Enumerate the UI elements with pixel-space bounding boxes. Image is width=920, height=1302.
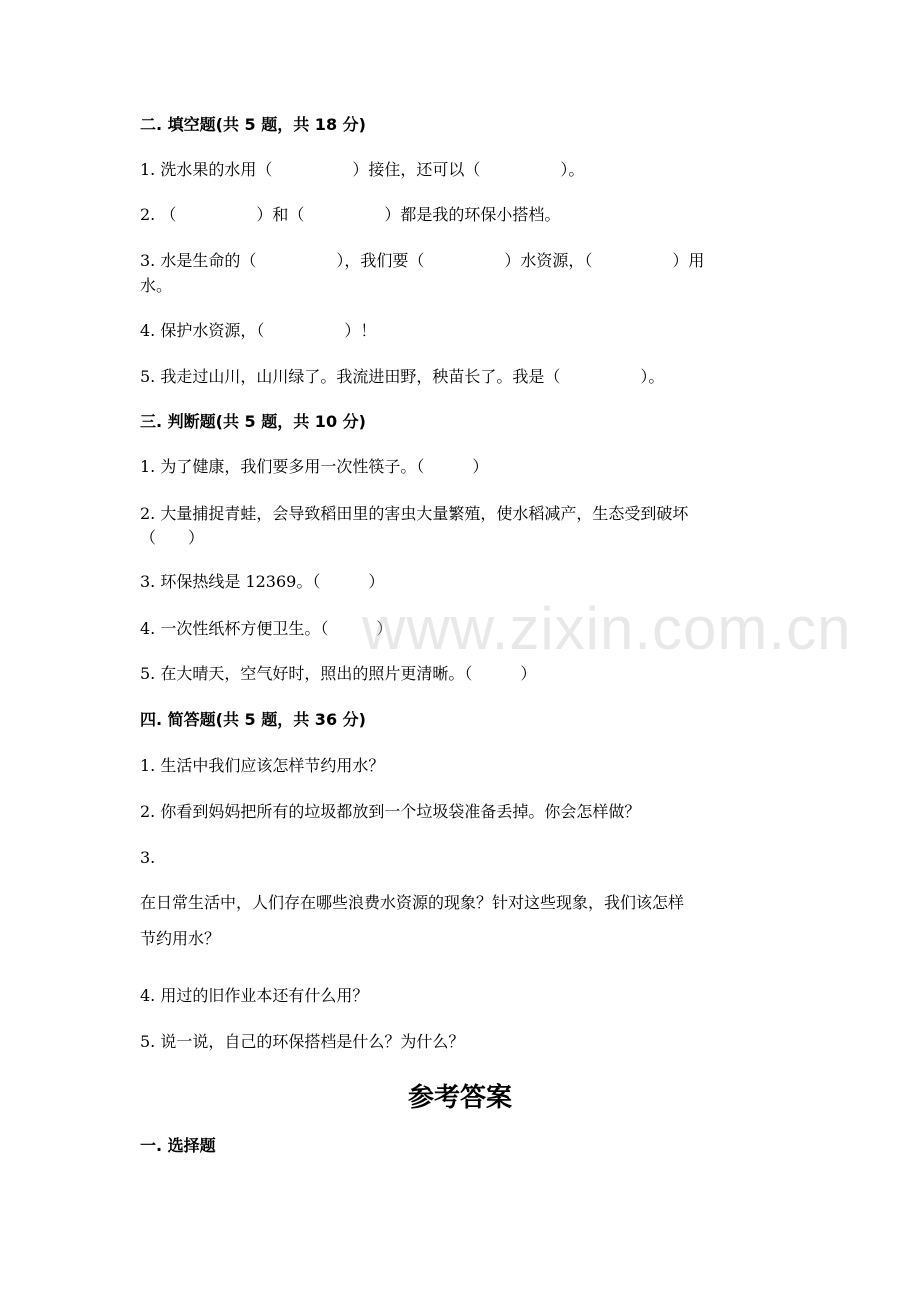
- true-false-question-3: 3. 环保热线是 12369。（ ）: [140, 572, 385, 591]
- short-answer-question-3-line-2: 节约用水？: [140, 929, 221, 948]
- true-false-question-1: 1. 为了健康，我们要多用一次性筷子。（ ）: [140, 457, 489, 476]
- section-fill-blank-title: 二. 填空题(共 5 题，共 18 分): [140, 115, 366, 134]
- fill-blank-question-4: 4. 保护水资源，（ ）！: [140, 321, 377, 340]
- fill-blank-question-5: 5. 我走过山川，山川绿了。我流进田野，秧苗长了。我是（ ）。: [140, 367, 665, 386]
- short-answer-question-2: 2. 你看到妈妈把所有的垃圾都放到一个垃圾袋准备丢掉。你会怎样做？: [140, 802, 641, 821]
- section-true-false-title: 三. 判断题(共 5 题，共 10 分): [140, 412, 366, 431]
- answer-key-title: 参考答案: [407, 1083, 512, 1113]
- short-answer-question-3-line-1: 在日常生活中，人们存在哪些浪费水资源的现象？针对这些现象，我们该怎样: [140, 893, 685, 912]
- short-answer-question-4: 4. 用过的旧作业本还有什么用？: [140, 986, 369, 1005]
- fill-blank-question-3-line-2: 水。: [140, 276, 173, 295]
- true-false-question-2-line-2: （ ）: [140, 528, 205, 547]
- true-false-question-4: 4. 一次性纸杯方便卫生。（ ）: [140, 619, 393, 638]
- fill-blank-question-3-line-1: 3. 水是生命的（ ），我们要（ ）水资源，（ ）用: [140, 251, 705, 270]
- answer-key-first-section: 一. 选择题: [140, 1136, 216, 1155]
- fill-blank-question-2: 2. （ ）和（ ）都是我的环保小搭档。: [140, 205, 561, 224]
- fill-blank-question-1: 1. 洗水果的水用（ ）接住，还可以（ ）。: [140, 160, 585, 179]
- short-answer-question-1: 1. 生活中我们应该怎样节约用水？: [140, 756, 385, 775]
- short-answer-question-5: 5. 说一说，自己的环保搭档是什么？为什么？: [140, 1032, 465, 1051]
- short-answer-question-3-number: 3.: [140, 848, 156, 867]
- true-false-question-2-line-1: 2. 大量捕捉青蛙，会导致稻田里的害虫大量繁殖，使水稻减产，生态受到破坏: [140, 504, 689, 523]
- watermark: www.zixin.com.cn: [362, 595, 852, 662]
- true-false-question-5: 5. 在大晴天，空气好时，照出的照片更清晰。（ ）: [140, 664, 537, 683]
- section-short-answer-title: 四. 简答题(共 5 题，共 36 分): [140, 710, 366, 729]
